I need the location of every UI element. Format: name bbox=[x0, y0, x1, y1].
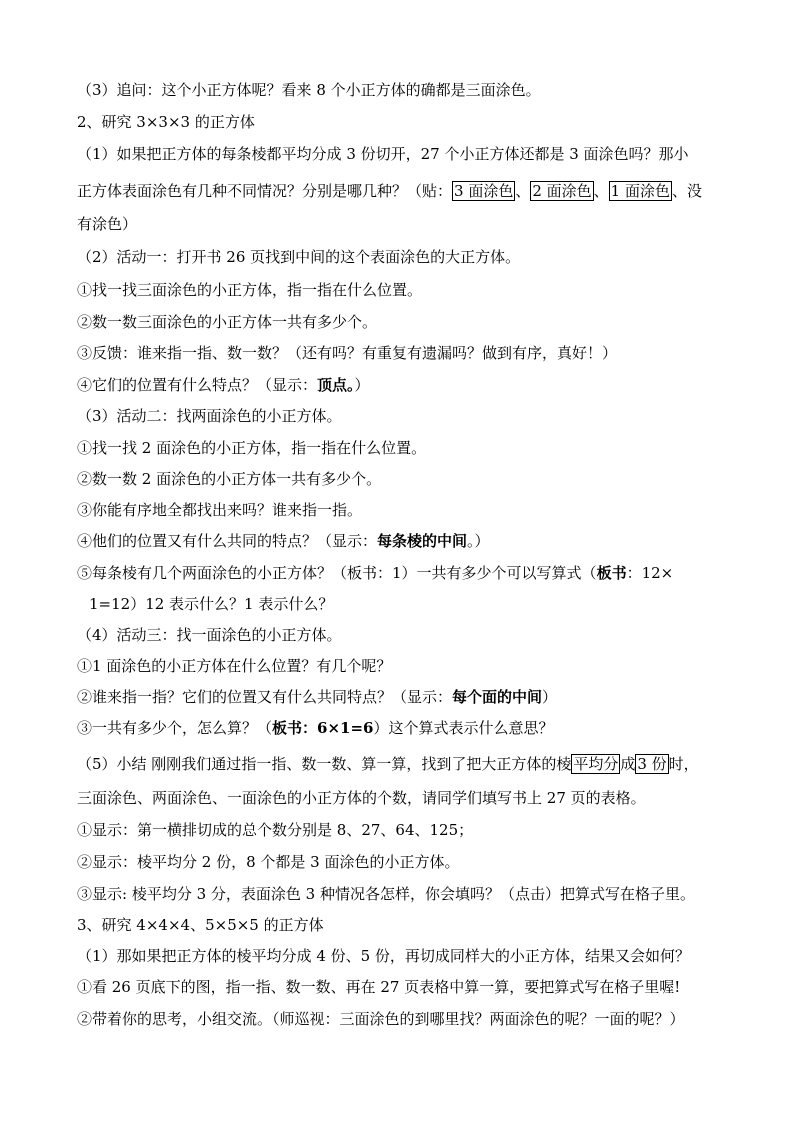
text-line: ⑤每条棱有几个两面涂色的小正方体？（板书：1）一共有多少个可以写算式（板书：12× bbox=[77, 564, 674, 582]
text-line: ①显示：第一横排切成的总个数分别是 8、27、64、125； bbox=[77, 821, 474, 839]
section-heading: 2、研究 3×3×3 的正方体 bbox=[77, 113, 255, 131]
text-line: （5）小结 刚刚我们通过指一指、数一数、算一算，找到了把大正方体的棱 平均分 成 3 份 时， bbox=[77, 755, 699, 773]
text-line: （2）活动一：打开书 26 页找到中间的这个表面涂色的大正方体。 bbox=[77, 248, 521, 266]
text-line: ①看 26 页底下的图，指一指、数一数、再在 27 页表格中算一算，要把算式写在格子里喔! bbox=[77, 978, 681, 996]
text-line: ③你能有序地全都找出来吗？谁来指一指。 bbox=[77, 501, 363, 519]
text-line: ④他们的位置又有什么共同的特点？（显示：每条棱的中间。） bbox=[77, 532, 490, 550]
text-line: ③反馈：谁来指一指、数一数？（还有吗？有重复有遗漏吗？做到有序，真好！） bbox=[77, 344, 618, 362]
text-line: （1）那如果把正方体的棱平均分成 4 份、5 份，再切成同样大的小正方体，结果又会如何？ bbox=[77, 947, 690, 965]
text-line: ④它们的位置有什么特点？（显示：顶点。） bbox=[77, 376, 370, 394]
text-line: 有涂色） bbox=[77, 215, 138, 233]
text-line: （3）追问：这个小正方体呢？看来 8 个小正方体的确都是三面涂色。 bbox=[77, 81, 541, 99]
text-line: 三面涂色、两面涂色、一面涂色的小正方体的个数，请同学们填写书上 27 页的表格。 bbox=[77, 789, 646, 807]
boxed-label: 平均分 bbox=[573, 755, 619, 773]
text-line: （3）活动二：找两面涂色的小正方体。 bbox=[77, 407, 342, 425]
boxed-label: 1 面涂色 bbox=[610, 182, 670, 200]
text-line: （1）如果把正方体的每条棱都平均分成 3 份切开，27 个小正方体还都是 3 面涂色吗？那小 bbox=[77, 145, 689, 163]
text-line: ③一共有多少个，怎么算？（板书：6×1=6）这个算式表示什么意思？ bbox=[77, 719, 554, 737]
boxed-label: 2 面涂色 bbox=[532, 182, 592, 200]
text-line: ②带着你的思考，小组交流。（师巡视：三面涂色的到哪里找？两面涂色的呢？一面的呢？） bbox=[77, 1010, 685, 1028]
section-heading: 3、研究 4×4×4、5×5×5 的正方体 bbox=[77, 916, 324, 934]
text-line: ①1 面涂色的小正方体在什么位置？有几个呢？ bbox=[77, 657, 392, 675]
text-line: ②谁来指一指？它们的位置又有什么共同特点？（显示：每个面的中间） bbox=[77, 688, 558, 706]
text-line: ②显示：棱平均分 2 份，8 个都是 3 面涂色的小正方体。 bbox=[77, 853, 460, 871]
text-line: 正方体表面涂色有几种不同情况？分别是哪几种？（贴： 3 面涂色 、 2 面涂色 、 1 面涂色 、没 bbox=[77, 182, 702, 200]
text-line: 1=12）12 表示什么？1 表示什么？ bbox=[89, 595, 334, 613]
text-line: ①找一找三面涂色的小正方体，指一指在什么位置。 bbox=[77, 281, 423, 299]
boxed-label: 3 份 bbox=[637, 755, 667, 773]
text-line: ③显示: 棱平均分 3 分，表面涂色 3 种情况各怎样，你会填吗？（点击）把算式写在格子里。 bbox=[77, 885, 695, 903]
text-line: （4）活动三：找一面涂色的小正方体。 bbox=[77, 626, 342, 644]
boxed-label: 3 面涂色 bbox=[454, 182, 514, 200]
text-line: ②数一数 2 面涂色的小正方体一共有多少个。 bbox=[77, 470, 382, 488]
text-line: ②数一数三面涂色的小正方体一共有多少个。 bbox=[77, 313, 378, 331]
text-line: ①找一找 2 面涂色的小正方体，指一指在什么位置。 bbox=[77, 439, 427, 457]
